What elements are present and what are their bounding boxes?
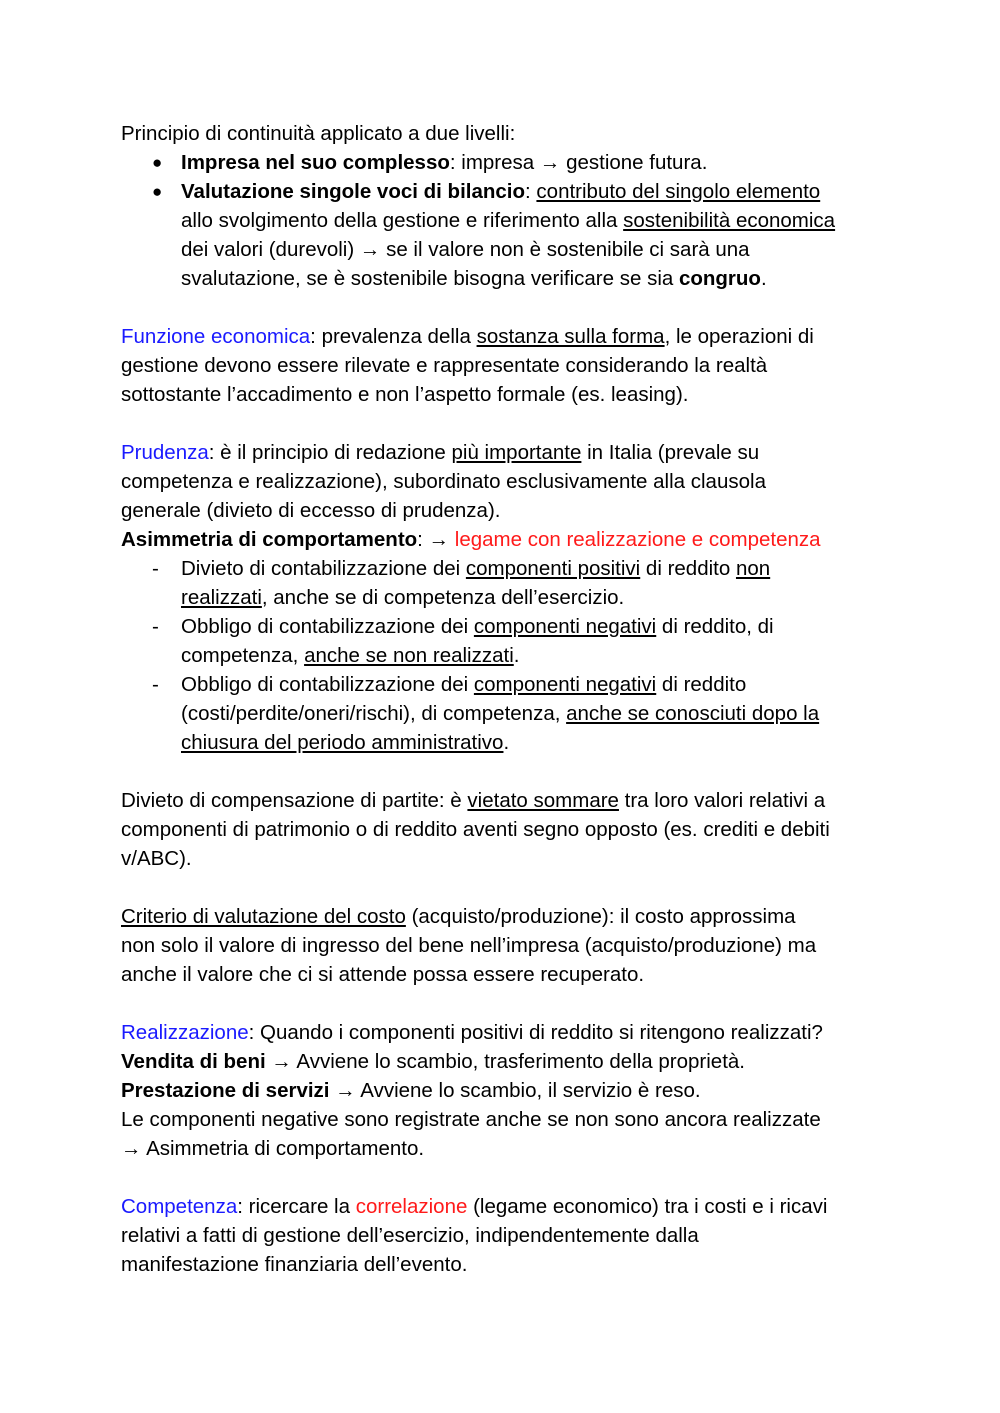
funzione-line: Funzione economica: prevalenza della sostanza sulla forma, le operazioni di bbox=[121, 325, 814, 348]
prudenza-heading: Prudenza bbox=[121, 441, 209, 464]
paragraph-gap bbox=[121, 757, 891, 786]
compensazione-line: Divieto di compensazione di partite: è vietato sommare tra loro valori relativi a bbox=[121, 789, 826, 812]
dash-item-line: realizzati, anche se di competenza dell’esercizio. bbox=[181, 586, 625, 609]
competenza-line: manifestazione finanziaria dell’evento. bbox=[121, 1253, 468, 1276]
document-page bbox=[121, 119, 891, 1279]
bullet-dot-icon: ● bbox=[152, 153, 163, 172]
correlazione-highlight: correlazione bbox=[355, 1195, 468, 1218]
realizzazione-line: Prestazione di servizi → Avviene lo scambio, il servizio è reso. bbox=[121, 1079, 701, 1102]
compensazione-line: v/ABC). bbox=[121, 847, 192, 870]
dash-item-line: chiusura del periodo amministrativo. bbox=[181, 731, 510, 754]
dash-item-obbligo-2: - Obbligo di contabilizzazione dei componenti negativi di reddito bbox=[121, 670, 891, 699]
realizzazione-line: → Asimmetria di comportamento. bbox=[121, 1137, 425, 1160]
realizzazione-heading: Realizzazione bbox=[121, 1021, 249, 1044]
paragraph-gap bbox=[121, 873, 891, 902]
costo-line: Criterio di valutazione del costo (acquisto/produzione): il costo approssima bbox=[121, 905, 796, 928]
competenza-heading: Competenza bbox=[121, 1195, 238, 1218]
dash-item-divieto: - Divieto di contabilizzazione dei componenti positivi di reddito non bbox=[121, 554, 891, 583]
costo-line: anche il valore che ci si attende possa essere recuperato. bbox=[121, 963, 645, 986]
competenza-line: relativi a fatti di gestione dell’esercizio, indipendentemente dalla bbox=[121, 1224, 699, 1247]
realizzazione-line: Vendita di beni → Avviene lo scambio, trasferimento della proprietà. bbox=[121, 1050, 745, 1073]
funzione-line: sottostante l’accadimento e non l’aspetto formale (es. leasing). bbox=[121, 383, 689, 406]
prudenza-line: competenza e realizzazione), subordinato esclusivamente alla clausola bbox=[121, 470, 766, 493]
dash-item-line: competenza, anche se non realizzati. bbox=[181, 644, 520, 667]
asimmetria-line: Asimmetria di comportamento: → legame con realizzazione e competenza bbox=[121, 528, 821, 551]
dash-marker-icon: - bbox=[152, 673, 159, 696]
dash-item-obbligo-1: - Obbligo di contabilizzazione dei componenti negativi di reddito, di bbox=[121, 612, 891, 641]
dash-marker-icon: - bbox=[152, 615, 159, 638]
realizzazione-line: Le componenti negative sono registrate anche se non sono ancora realizzate bbox=[121, 1108, 821, 1131]
paragraph-gap bbox=[121, 409, 891, 438]
continuita-intro: Principio di continuità applicato a due livelli: bbox=[121, 122, 516, 145]
competenza-line: Competenza: ricercare la correlazione (legame economico) tra i costi e i ricavi bbox=[121, 1195, 828, 1218]
dash-marker-icon: - bbox=[152, 557, 159, 580]
continuita-bullet-valutazione: ● Valutazione singole voci di bilancio: contributo del singolo elemento bbox=[121, 177, 891, 206]
paragraph-gap bbox=[121, 293, 891, 322]
prudenza-line: generale (divieto di eccesso di prudenza). bbox=[121, 499, 501, 522]
prudenza-line: Prudenza: è il principio di redazione più importante in Italia (prevale su bbox=[121, 441, 760, 464]
costo-line: non solo il valore di ingresso del bene nell’impresa (acquisto/produzione) ma bbox=[121, 934, 817, 957]
continuita-line: dei valori (durevoli) → se il valore non è sostenibile ci sarà una bbox=[181, 238, 750, 261]
bullet-dot-icon: ● bbox=[152, 182, 163, 201]
funzione-heading: Funzione economica bbox=[121, 325, 311, 348]
continuita-bullet-impresa: ● Impresa nel suo complesso: impresa → gestione futura. bbox=[121, 148, 891, 177]
compensazione-line: componenti di patrimonio o di reddito aventi segno opposto (es. crediti e debiti bbox=[121, 818, 830, 841]
continuita-line: svalutazione, se è sostenibile bisogna verificare se sia congruo. bbox=[181, 267, 767, 290]
continuita-line: allo svolgimento della gestione e riferimento alla sostenibilità economica bbox=[181, 209, 836, 232]
funzione-line: gestione devono essere rilevate e rappresentate considerando la realtà bbox=[121, 354, 768, 377]
paragraph-gap bbox=[121, 1163, 891, 1192]
asimmetria-highlight: legame con realizzazione e competenza bbox=[454, 528, 821, 551]
realizzazione-line: Realizzazione: Quando i componenti positivi di reddito si ritengono realizzati? bbox=[121, 1021, 823, 1044]
paragraph-gap bbox=[121, 989, 891, 1018]
dash-item-line: (costi/perdite/oneri/rischi), di competenza, anche se conosciuti dopo la bbox=[181, 702, 820, 725]
